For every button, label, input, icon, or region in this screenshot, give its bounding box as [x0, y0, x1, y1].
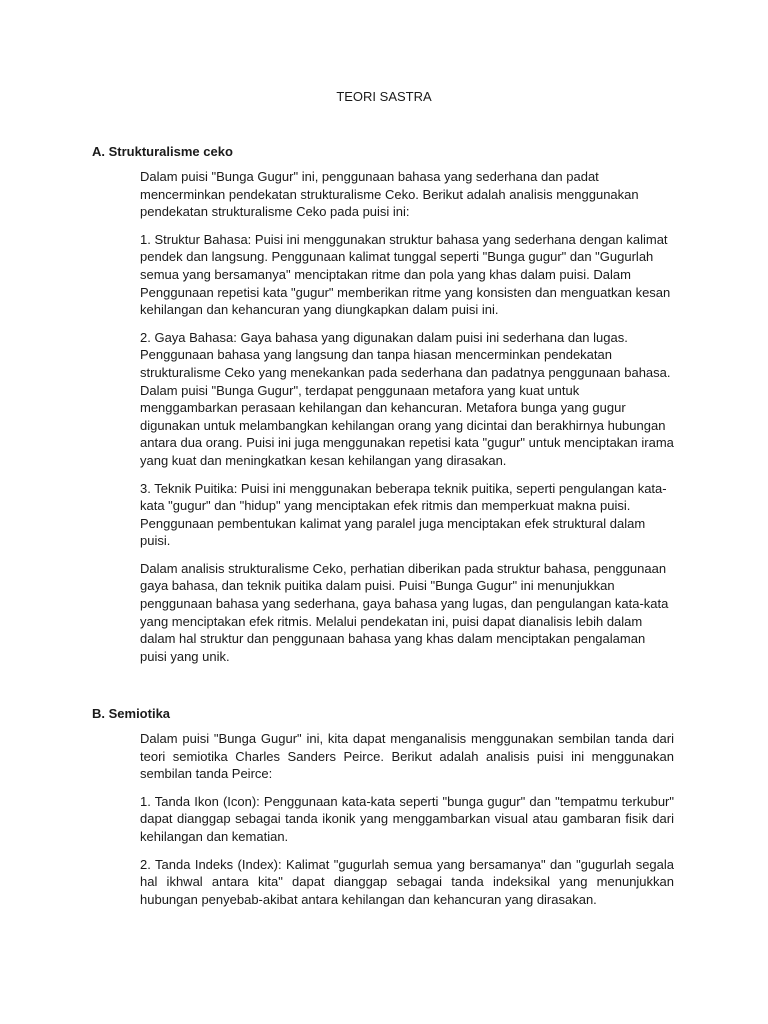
section-heading: A. Strukturalisme ceko	[92, 144, 233, 159]
paragraph: Dalam puisi "Bunga Gugur" ini, penggunaan bahasa yang sederhana dan padat mencerminkan pendekatan strukturalisme Ceko. Berikut adalah analisis menggunakan pendekatan strukturalisme Ceko pada puisi ini:	[140, 169, 639, 220]
paragraph: 3. Teknik Puitika: Puisi ini menggunakan beberapa teknik puitika, seperti pengulangan kata-kata "gugur" dan "hidup" yang menciptakan efek ritmis dan memperkuat makna puisi. Penggunaan pembentukan kalimat yang paralel juga menciptakan efek struktural dalam puisi.	[140, 480, 667, 549]
paragraph: Dalam puisi "Bunga Gugur" ini, kita dapat menganalisis menggunakan sembilan tanda dari teori semiotika Charles Sanders Peirce. Berikut adalah analisis puisi ini menggunakan sembilan tanda Peirce:	[140, 731, 674, 782]
document-title: TEORI SASTRA	[336, 89, 432, 104]
section-heading: B. Semiotika	[92, 706, 171, 721]
paragraph: 1. Struktur Bahasa: Puisi ini menggunakan struktur bahasa yang sederhana dengan kalimat pendek dan langsung. Penggunaan kalimat tunggal seperti "Bunga gugur" dan "Gugurlah semua yang bersamanya" menciptakan ritme dan pola yang khas dalam puisi. Dalam Penggunaan repetisi kata "gugur" memberikan ritme yang konsisten dan menguatkan kesan kehilangan dan kehancuran yang diungkapkan dalam puisi ini.	[140, 231, 671, 318]
paragraph: Dalam analisis strukturalisme Ceko, perhatian diberikan pada struktur bahasa, penggunaan gaya bahasa, dan teknik puitika dalam puisi. Puisi "Bunga Gugur" ini menunjukkan penggunaan bahasa yang sederhana, gaya bahasa yang lugas, dan pengulangan kata-kata yang menciptakan efek ritmis. Melalui pendekatan ini, puisi dapat dianalisis lebih dalam dalam hal struktur dan penggunaan bahasa yang khas dalam menciptakan pengalaman puisi yang unik.	[140, 560, 669, 664]
paragraph: 2. Gaya Bahasa: Gaya bahasa yang digunakan dalam puisi ini sederhana dan lugas. Penggunaan bahasa yang langsung dan tanpa hiasan mencerminkan pendekatan strukturalisme Ceko yang menekankan pada sederhana dan padatnya penggunaan bahasa. Dalam puisi "Bunga Gugur", terdapat penggunaan metafora yang kuat untuk menggambarkan perasaan kehilangan dan kehancuran. Metafora bunga yang gugur digunakan untuk melambangkan kehilangan orang yang dicintai dan berakhirnya hubungan antara dua orang. Puisi ini juga menggunakan repetisi kata "gugur" untuk menciptakan irama yang kuat dan meningkatkan kesan kehilangan yang dirasakan.	[140, 329, 674, 468]
paragraph: 2. Tanda Indeks (Index): Kalimat "gugurlah semua yang bersamanya" dan "gugurlah segala hal ikhwal antara kita" dapat dianggap sebagai tanda indeksikal yang menunjukkan hubungan penyebab-akibat antara kehilangan dan kehancuran yang dirasakan.	[140, 856, 674, 907]
section-body	[140, 730, 674, 918]
section-body	[140, 168, 674, 675]
paragraph: 1. Tanda Ikon (Icon): Penggunaan kata-kata seperti "bunga gugur" dan "tempatmu terkubur" dapat dianggap sebagai tanda ikonik yang menggambarkan visual atau gambaran fisik dari kehilangan dan kematian.	[140, 793, 674, 844]
